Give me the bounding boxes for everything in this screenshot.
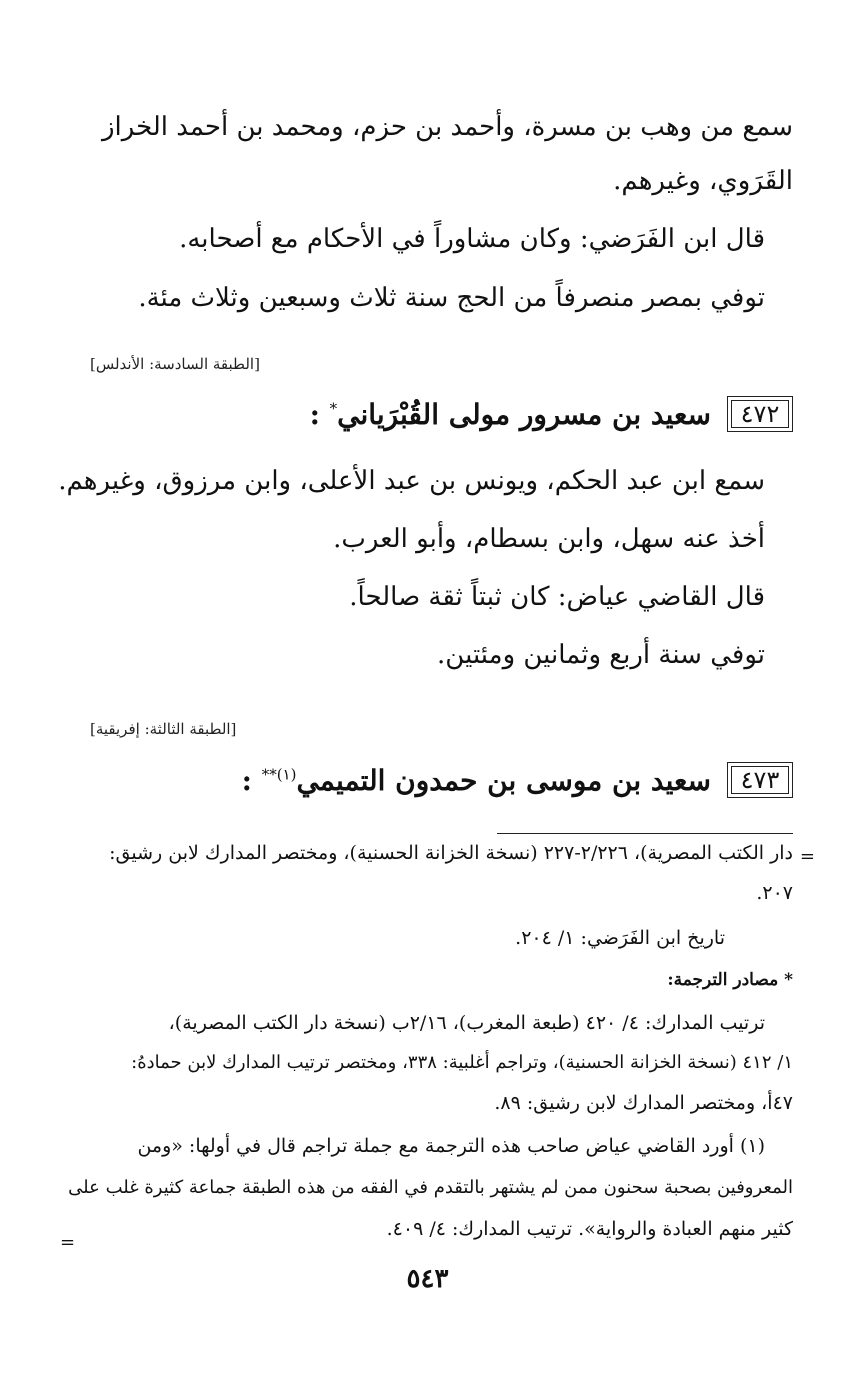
paragraph-line: سمع ابن عبد الحكم، ويونس بن عبد الأعلى، وابن مرزوق، وغيرهم.: [58, 466, 765, 496]
paragraph-line: توفي بمصر منصرفاً من الحج سنة ثلاث وسبعين وثلاث مئة.: [138, 283, 765, 313]
entry-title: [242, 764, 711, 797]
paragraph-line: توفي سنة أربع وثمانين ومئتين.: [437, 640, 765, 670]
footnote-line: ١/ ٤١٢ (نسخة الخزانة الحسنية)، وتراجم أغلبية: ٣٣٨، ومختصر ترتيب المدارك لابن حمادهُ:: [131, 1052, 793, 1073]
entry-heading-472: [310, 396, 793, 432]
page-number: ٥٤٣: [406, 1264, 449, 1294]
paragraph-line: القَرَوي، وغيرهم.: [613, 166, 793, 196]
entry-colon: :: [241, 763, 252, 797]
footnote-line: (١) أورد القاضي عياض صاحب هذه الترجمة مع جملة تراجم قال في أولها: «ومن: [137, 1135, 765, 1157]
entry-marker: (١)**: [261, 765, 297, 784]
continuation-mark: =: [799, 846, 815, 867]
continuation-mark: =: [60, 1232, 76, 1253]
entry-name: سعيد بن مسرور مولى القُبْرَياني: [337, 397, 711, 431]
entry-marker: *: [329, 399, 338, 418]
footnote-line: كثير منهم العبادة والرواية». ترتيب المدارك: ٤/ ٤٠٩.: [386, 1218, 793, 1240]
paragraph-line: قال ابن الفَرَضي: وكان مشاوراً في الأحكام مع أصحابه.: [179, 224, 765, 254]
tabaqa-tag: [الطبقة الثالثة: إفريقية]: [90, 720, 237, 738]
entry-number: ٤٧٣: [740, 766, 780, 794]
entry-colon: :: [309, 397, 320, 431]
entry-name: سعيد بن موسى بن حمدون التميمي: [296, 763, 711, 797]
paragraph-line: سمع من وهب بن مسرة، وأحمد بن حزم، ومحمد بن أحمد الخراز: [101, 112, 793, 142]
entry-number-box: [727, 762, 793, 798]
paragraph-line: قال القاضي عياض: كان ثبتاً ثقة صالحاً.: [349, 582, 765, 612]
entry-number-box: [727, 396, 793, 432]
footnote-line: دار الكتب المصرية)، ٢/٢٢٦-٢٢٧ (نسخة الخزانة الحسنية)، ومختصر المدارك لابن رشيق:: [109, 842, 793, 864]
entry-number: ٤٧٢: [740, 400, 780, 428]
footnote-line: تاريخ ابن الفَرَضي: ١/ ٢٠٤.: [515, 927, 725, 949]
footnote-line: ٤٧أ، ومختصر المدارك لابن رشيق: ٨٩.: [494, 1092, 793, 1114]
sources-heading: * مصادر الترجمة:: [667, 970, 793, 990]
tabaqa-tag: [الطبقة السادسة: الأندلس]: [90, 355, 260, 373]
paragraph-line: أخذ عنه سهل، وابن بسطام، وأبو العرب.: [333, 524, 765, 554]
footnote-line: المعروفين بصحبة سحنون ممن لم يشتهر بالتقدم في الفقه من هذه الطبقة جماعة كثيرة غلب على: [68, 1177, 793, 1198]
footnote-divider: [497, 833, 793, 834]
footnote-line: ترتيب المدارك: ٤/ ٤٢٠ (طبعة المغرب)، ٢/١٦ب (نسخة دار الكتب المصرية)،: [168, 1012, 765, 1034]
entry-title: [310, 398, 711, 431]
footnote-line: ٢٠٧.: [756, 882, 793, 904]
entry-heading-473: [242, 762, 793, 798]
